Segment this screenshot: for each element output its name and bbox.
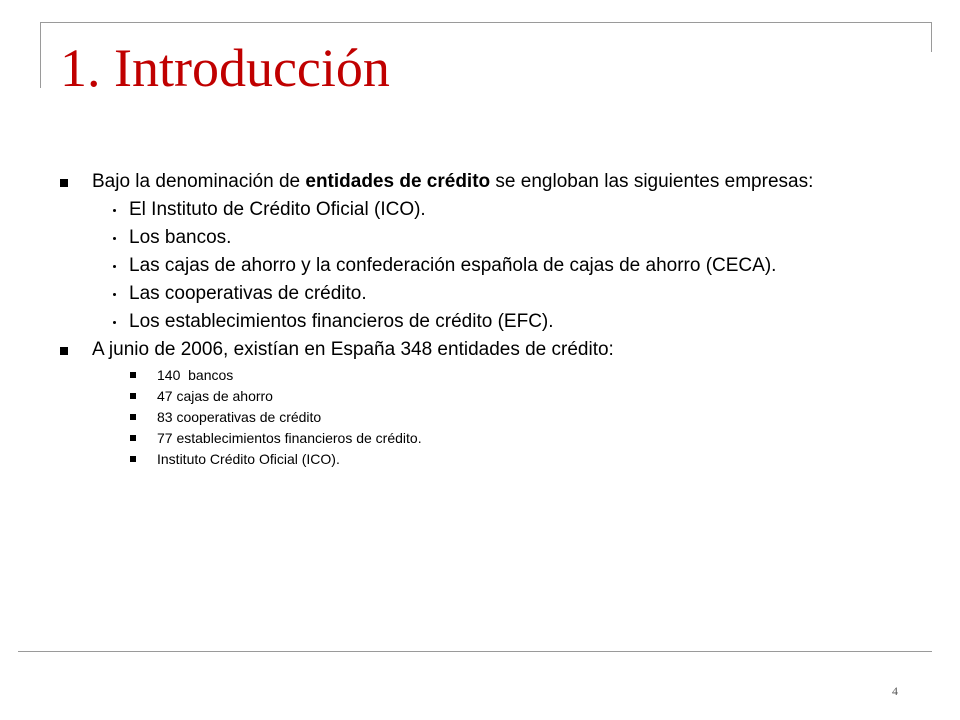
square-bullet-icon	[60, 347, 68, 355]
entity-item-cooperatives	[60, 283, 904, 304]
entity-text: Los bancos.	[129, 227, 232, 248]
stat-text: 140 bancos	[157, 367, 234, 383]
entity-item-savings-banks	[60, 255, 904, 276]
stat-text: Instituto Crédito Oficial (ICO).	[157, 451, 340, 467]
entity-item-banks	[60, 227, 904, 248]
frame-right-line	[931, 22, 932, 52]
square-bullet-icon	[130, 393, 136, 399]
square-bullet-icon	[130, 456, 136, 462]
bullet-intro	[60, 171, 904, 192]
dot-bullet-icon	[113, 293, 116, 296]
stat-item-banks	[60, 367, 904, 383]
intro-text-suffix: se engloban las siguientes empresas:	[490, 171, 814, 192]
frame-bottom-line	[18, 651, 932, 652]
stat-text: 47 cajas de ahorro	[157, 388, 273, 404]
stat-item-ico	[60, 451, 904, 467]
bullet-stats	[60, 339, 904, 360]
dot-bullet-icon	[113, 321, 116, 324]
stat-item-savings-banks	[60, 388, 904, 404]
entity-text: El Instituto de Crédito Oficial (ICO).	[129, 199, 426, 220]
entity-text: Los establecimientos financieros de crédito (EFC).	[129, 311, 554, 332]
dot-bullet-icon	[113, 209, 116, 212]
stat-item-efc	[60, 430, 904, 446]
entity-item-efc	[60, 311, 904, 332]
frame-top-line	[40, 22, 932, 23]
dot-bullet-icon	[113, 265, 116, 268]
entity-item-ico	[60, 199, 904, 220]
frame-left-line	[40, 22, 41, 88]
intro-text-prefix: Bajo la denominación de	[92, 171, 306, 192]
slide-content	[60, 171, 904, 472]
intro-text-bold: entidades de crédito	[305, 171, 491, 192]
stat-text: 83 cooperativas de crédito	[157, 409, 322, 425]
stats-intro-text: A junio de 2006, existían en España 348 entidades de crédito:	[92, 339, 614, 360]
dot-bullet-icon	[113, 237, 116, 240]
stat-item-cooperatives	[60, 409, 904, 425]
slide-title: 1. Introducción	[60, 38, 390, 98]
square-bullet-icon	[130, 435, 136, 441]
page-number: 4	[892, 684, 898, 698]
stat-text: 77 establecimientos financieros de crédito.	[157, 430, 422, 446]
entity-text: Las cooperativas de crédito.	[129, 283, 367, 304]
entity-text: Las cajas de ahorro y la confederación española de cajas de ahorro (CECA).	[129, 255, 777, 276]
square-bullet-icon	[130, 372, 136, 378]
square-bullet-icon	[130, 414, 136, 420]
square-bullet-icon	[60, 179, 68, 187]
